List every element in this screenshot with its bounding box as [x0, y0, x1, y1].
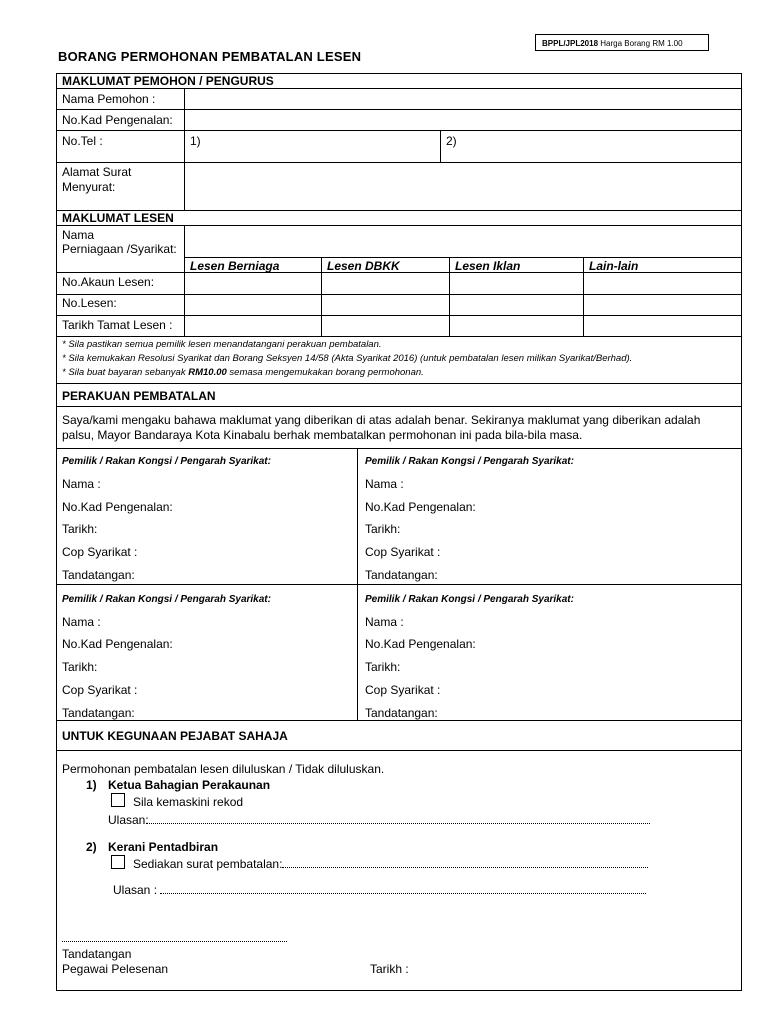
divider [184, 88, 185, 210]
tel-1-label: 1) [190, 134, 201, 148]
note-3-post: semasa mengemukakan borang permohonan. [226, 367, 424, 378]
office-item-2-number: 2) [86, 840, 97, 854]
cancellation-letter-checkbox[interactable] [111, 855, 125, 869]
divider [56, 162, 742, 163]
signatory-heading: Pemilik / Rakan Kongsi / Pengarah Syarikat: [365, 594, 574, 605]
signatory-date-label: Tarikh: [365, 522, 401, 536]
signatory-stamp-label: Cop Syarikat : [365, 683, 441, 697]
signatory-ic-label: No.Kad Pengenalan: [365, 500, 476, 514]
price-value: RM 1.00 [652, 39, 683, 48]
note-3-pre: * Sila buat bayaran sebanyak [62, 367, 189, 378]
remark-1-line[interactable] [146, 823, 650, 824]
note-3 [62, 366, 424, 380]
update-record-checkbox[interactable] [111, 793, 125, 807]
tel-2-label: 2) [446, 134, 457, 148]
officer-title-label: Pegawai Pelesenan [62, 962, 169, 976]
row-account-label: No.Akaun Lesen: [62, 275, 155, 289]
signatory-signature-label: Tandatangan: [62, 706, 135, 720]
applicant-heading: MAKLUMAT PEMOHON / PENGURUS [62, 74, 274, 88]
price-label: Harga Borang [600, 39, 651, 48]
divider [56, 584, 742, 585]
officer-signature-label: Tandatangan [62, 947, 132, 961]
declaration-heading: PERAKUAN PEMBATALAN [62, 389, 216, 403]
signatory-name-label: Nama : [62, 615, 101, 629]
divider [583, 257, 584, 336]
officer-signature-line[interactable] [62, 941, 287, 942]
officer-date-label: Tarikh : [370, 962, 409, 976]
form-code-box [535, 34, 709, 51]
row-expiry-label: Tarikh Tamat Lesen : [62, 318, 173, 332]
divider [56, 225, 742, 226]
signatory-stamp-label: Cop Syarikat : [365, 545, 441, 559]
divider [56, 294, 742, 295]
signatory-name-label: Nama : [365, 477, 404, 491]
divider [440, 130, 441, 162]
signatory-stamp-label: Cop Syarikat : [62, 683, 138, 697]
signatory-signature-label: Tandatangan: [365, 568, 438, 582]
office-item-1-number: 1) [86, 778, 97, 792]
divider [56, 406, 742, 407]
col-lain-lain: Lain-lain [589, 259, 639, 273]
note-1: * Sila pastikan semua pemilik lesen menandatangani perakuan pembatalan. [62, 339, 382, 350]
cancellation-letter-line[interactable] [282, 867, 648, 868]
signatory-name-label: Nama : [365, 615, 404, 629]
applicant-ic-label: No.Kad Pengenalan: [62, 113, 173, 127]
divider [56, 448, 742, 449]
office-item-1-title: Ketua Bahagian Perakaunan [108, 778, 271, 792]
col-lesen-dbkk: Lesen DBKK [327, 259, 400, 273]
declaration-line-1: Saya/kami mengaku bahawa maklumat yang diberikan di atas adalah benar. Sekiranya maklumat yang diberikan adalah [62, 413, 701, 427]
form-title: BORANG PERMOHONAN PEMBATALAN LESEN [58, 49, 362, 64]
applicant-name-label: Nama Pemohon : [62, 92, 156, 106]
business-label: Nama [62, 228, 95, 242]
declaration-line-2: palsu, Mayor Bandaraya Kota Kinabalu berhak membatalkan permohonan ini pada bila-bila masa. [62, 428, 583, 442]
divider [56, 383, 742, 384]
divider [56, 109, 742, 110]
office-remark-1-label: Ulasan: [108, 813, 149, 827]
license-heading: MAKLUMAT LESEN [62, 211, 174, 225]
remark-2-line[interactable] [160, 893, 646, 894]
divider [56, 88, 742, 89]
signatory-date-label: Tarikh: [365, 660, 401, 674]
divider [321, 257, 322, 336]
office-item-2-title: Kerani Pentadbiran [108, 840, 219, 854]
update-record-label: Sila kemaskini rekod [133, 795, 244, 809]
divider [56, 720, 742, 721]
note-2: * Sila kemukakan Resolusi Syarikat dan Borang Seksyen 14/58 (Akta Syarikat 2016) (untuk pembatalan lesen milikan Syarikat/Berhad). [62, 353, 633, 364]
signatory-ic-label: No.Kad Pengenalan: [365, 637, 476, 651]
address-label-2: Menyurat: [62, 180, 116, 194]
divider [184, 225, 185, 336]
signatory-stamp-label: Cop Syarikat : [62, 545, 138, 559]
divider [184, 257, 742, 258]
signatory-signature-label: Tandatangan: [365, 706, 438, 720]
signatory-name-label: Nama : [62, 477, 101, 491]
office-heading: UNTUK KEGUNAAN PEJABAT SAHAJA [62, 729, 288, 743]
col-lesen-iklan: Lesen Iklan [455, 259, 521, 273]
divider [357, 448, 358, 720]
office-remark-2-label: Ulasan : [113, 883, 158, 897]
divider [56, 336, 742, 337]
divider [56, 315, 742, 316]
address-label: Alamat Surat [62, 165, 132, 179]
signatory-heading: Pemilik / Rakan Kongsi / Pengarah Syarikat: [62, 594, 271, 605]
divider [449, 257, 450, 336]
business-label-2: Perniagaan /Syarikat: [62, 242, 177, 256]
col-lesen-berniaga: Lesen Berniaga [190, 259, 280, 273]
row-license-label: No.Lesen: [62, 296, 117, 310]
signatory-signature-label: Tandatangan: [62, 568, 135, 582]
form-code: BPPL/JPL2018 [542, 39, 599, 48]
note-3-amount: RM10.00 [188, 367, 227, 378]
signatory-date-label: Tarikh: [62, 522, 98, 536]
signatory-ic-label: No.Kad Pengenalan: [62, 637, 173, 651]
signatory-ic-label: No.Kad Pengenalan: [62, 500, 173, 514]
signatory-date-label: Tarikh: [62, 660, 98, 674]
office-status: Permohonan pembatalan lesen diluluskan / Tidak diluluskan. [62, 762, 385, 776]
signatory-heading: Pemilik / Rakan Kongsi / Pengarah Syarikat: [62, 456, 271, 467]
divider [56, 750, 742, 751]
cancellation-letter-label: Sediakan surat pembatalan: [133, 857, 283, 871]
signatory-heading: Pemilik / Rakan Kongsi / Pengarah Syarikat: [365, 456, 574, 467]
divider [56, 130, 742, 131]
applicant-tel-label: No.Tel : [62, 134, 103, 148]
